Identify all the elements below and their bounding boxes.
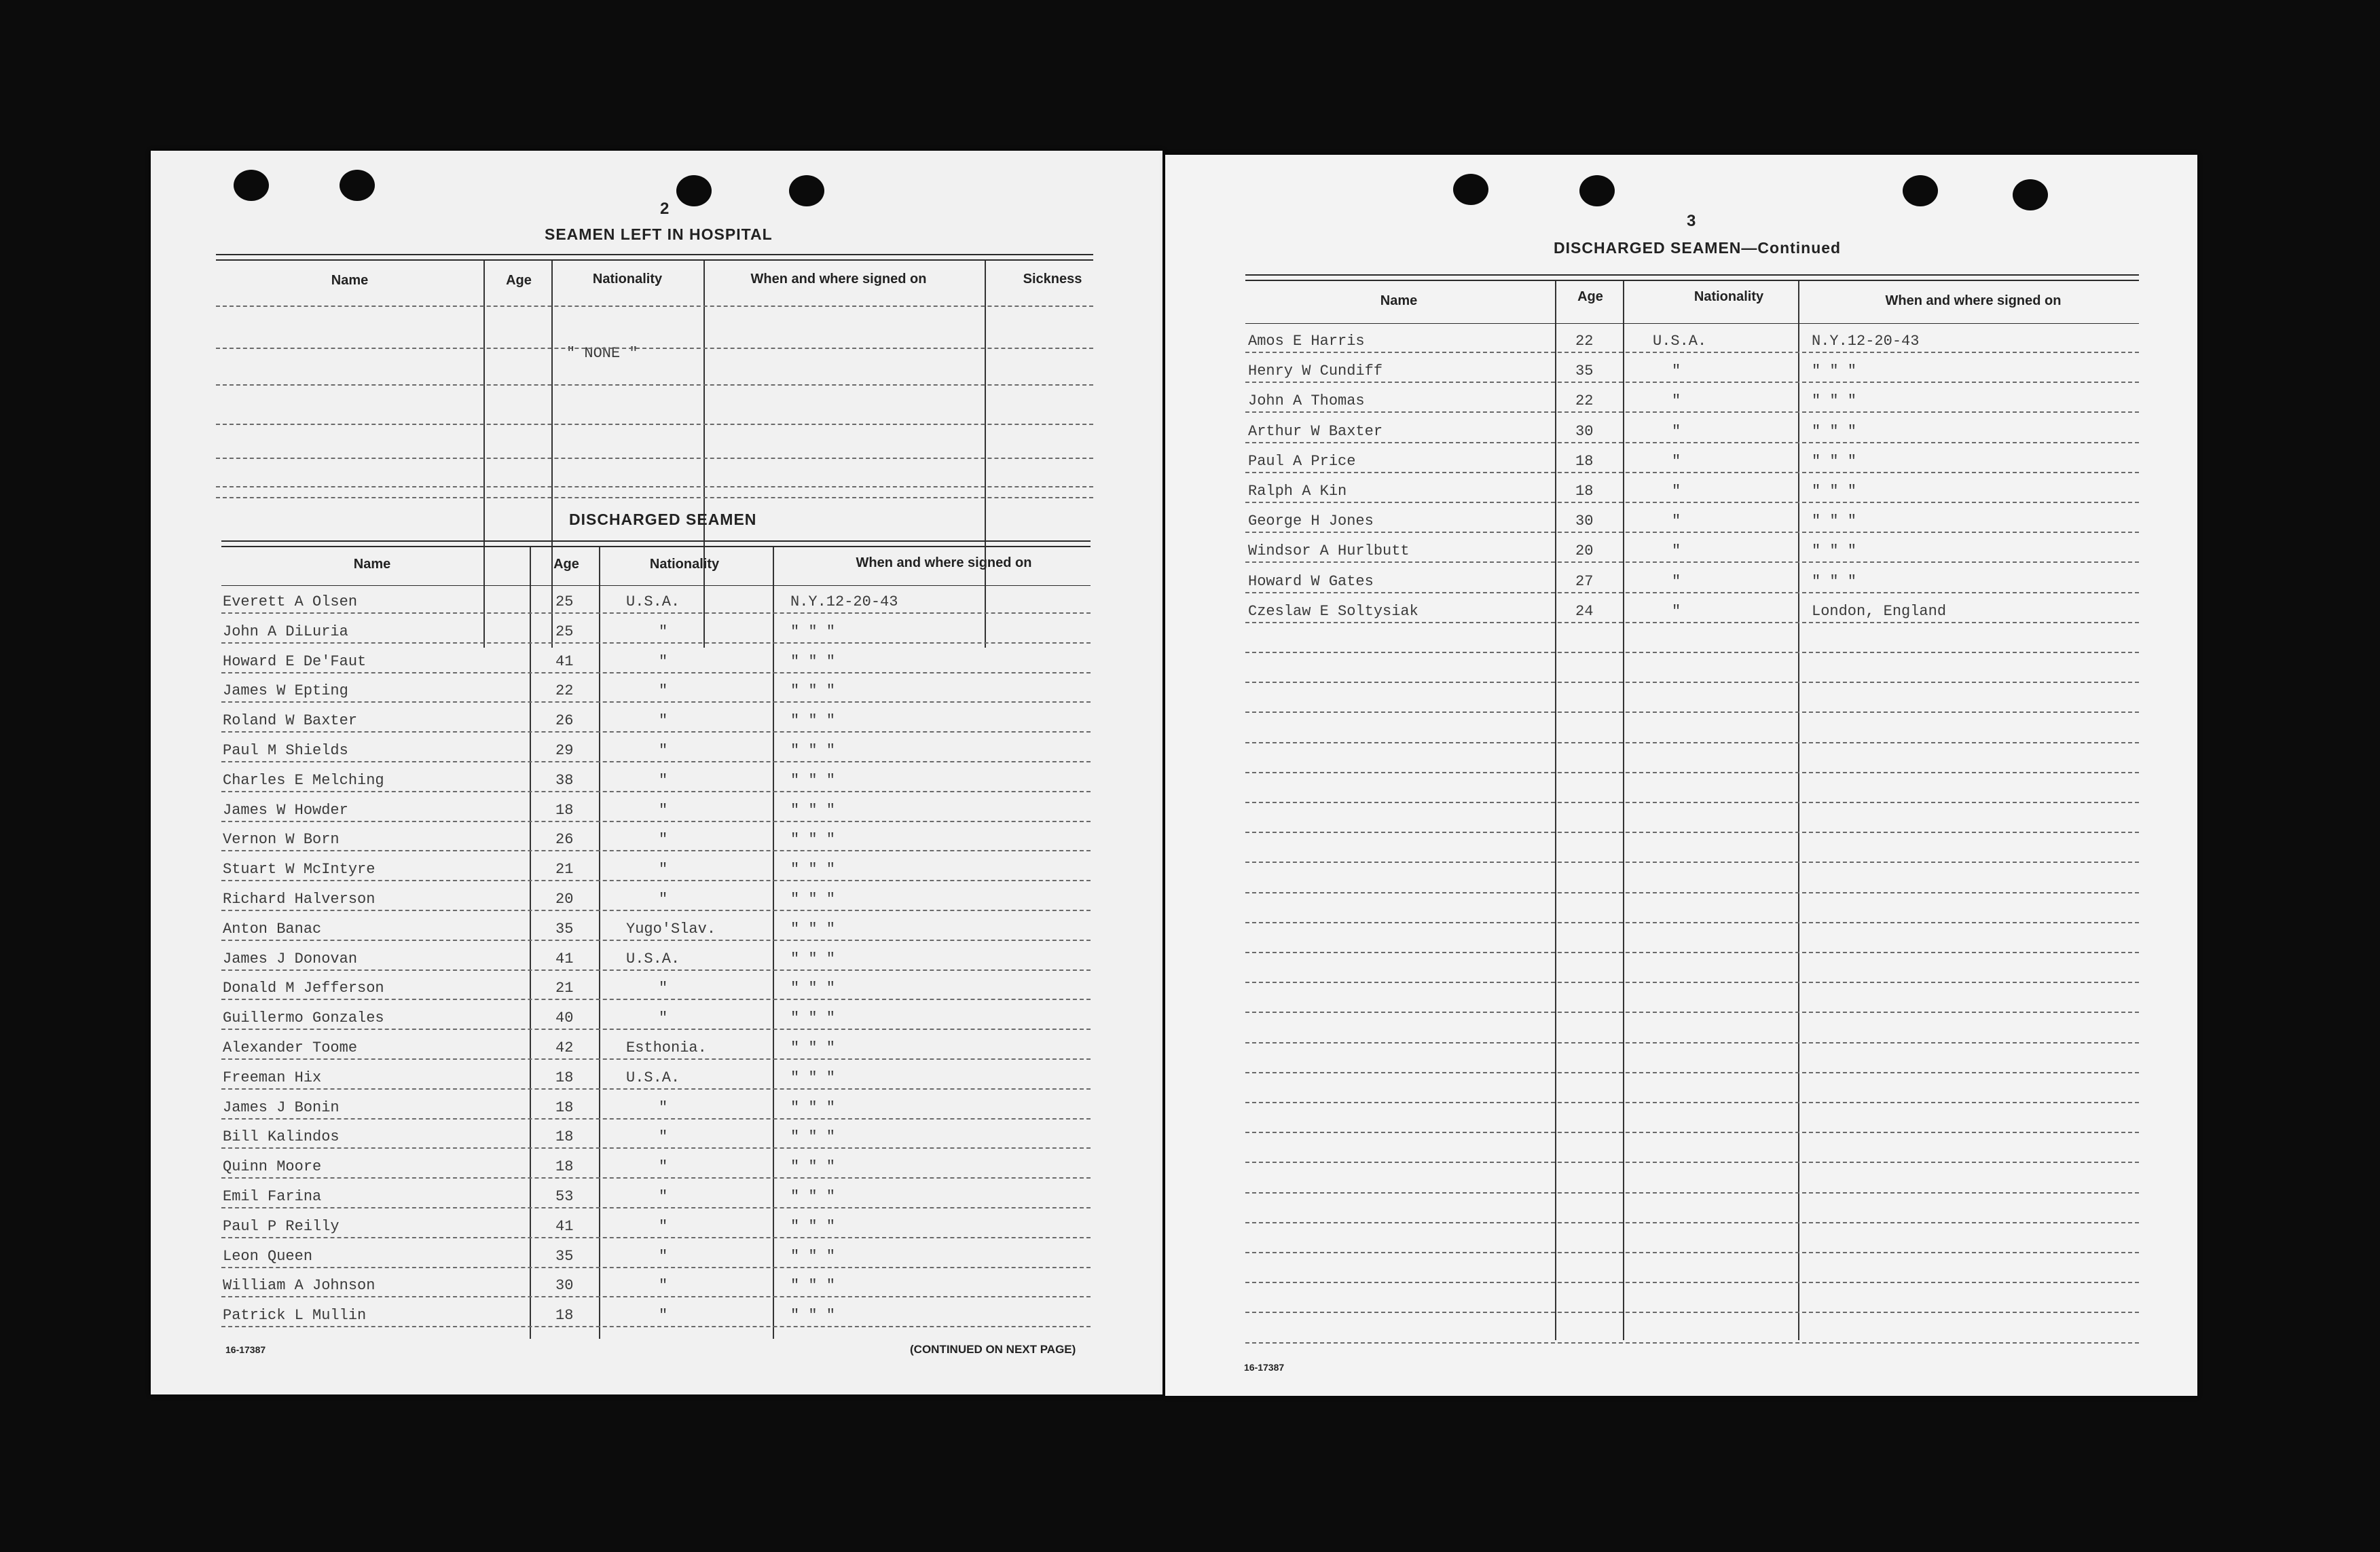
row-line: [1245, 1102, 2139, 1103]
form-number: 16-17387: [225, 1344, 266, 1355]
nationality-cell: U.S.A.: [626, 593, 680, 610]
name-cell: John A Thomas: [1248, 392, 1365, 410]
table-rule: [1245, 280, 2139, 281]
signed-on-cell: " " ": [790, 1307, 836, 1325]
row-line: [1245, 862, 2139, 863]
nationality-cell: ": [659, 1158, 668, 1176]
column-header-signed-on: When and where signed on: [856, 555, 1032, 570]
signed-on-cell: " " ": [790, 742, 836, 759]
nationality-cell: ": [659, 980, 668, 997]
row-line: [221, 1296, 1091, 1297]
name-cell: Freeman Hix: [223, 1069, 322, 1086]
column-divider: [599, 547, 600, 1339]
nationality-cell: ": [659, 1188, 668, 1205]
page-number: 3: [1687, 212, 1696, 230]
signed-on-cell: " " ": [790, 1247, 836, 1265]
punch-hole: [2013, 179, 2048, 210]
nationality-cell: Esthonia.: [626, 1039, 707, 1056]
signed-on-cell: " " ": [790, 682, 836, 700]
age-cell: 22: [555, 682, 574, 700]
nationality-cell: ": [659, 1010, 668, 1027]
row-line: [221, 940, 1091, 941]
signed-on-cell: " " ": [790, 891, 836, 908]
column-header-name: Name: [1380, 293, 1418, 308]
column-divider: [551, 261, 553, 648]
row-line: [1245, 1012, 2139, 1013]
row-line: [216, 486, 1093, 487]
nationality-cell: ": [659, 1307, 668, 1325]
column-divider: [1623, 281, 1624, 1340]
row-line: [216, 306, 1093, 307]
signed-on-cell: " " ": [790, 950, 836, 967]
nationality-cell: ": [659, 861, 668, 879]
name-cell: Vernon W Born: [223, 831, 340, 849]
row-line: [221, 1207, 1091, 1208]
continued-note: (CONTINUED ON NEXT PAGE): [910, 1343, 1076, 1356]
column-header-age: Age: [1577, 289, 1603, 304]
row-line: [1245, 742, 2139, 743]
name-cell: James J Donovan: [223, 950, 358, 967]
row-line: [216, 348, 1093, 349]
name-cell: Alexander Toome: [223, 1039, 358, 1056]
row-line: [221, 1058, 1091, 1060]
row-line: [1245, 682, 2139, 683]
punch-hole: [789, 175, 824, 206]
name-cell: Stuart W McIntyre: [223, 861, 376, 879]
row-line: [221, 1237, 1091, 1238]
age-cell: 41: [555, 1217, 574, 1235]
nationality-cell: U.S.A.: [626, 1069, 680, 1086]
nationality-cell: ": [659, 891, 668, 908]
row-line: [221, 672, 1091, 673]
row-line: [1245, 502, 2139, 503]
age-cell: 20: [1575, 542, 1594, 560]
age-cell: 25: [555, 593, 574, 610]
column-divider: [1798, 281, 1799, 1340]
signed-on-cell: " " ": [790, 831, 836, 849]
name-cell: Paul M Shields: [223, 742, 348, 759]
column-header-nationality: Nationality: [649, 557, 720, 572]
table-rule: [1245, 323, 2139, 324]
signed-on-cell: N.Y.12-20-43: [1812, 333, 1920, 350]
hospital-section-title: SEAMEN LEFT IN HOSPITAL: [545, 225, 773, 243]
name-cell: Charles E Melching: [223, 771, 384, 789]
age-cell: 30: [1575, 422, 1594, 440]
name-cell: Amos E Harris: [1248, 333, 1365, 350]
row-line: [1245, 382, 2139, 383]
row-line: [1245, 892, 2139, 893]
row-line: [1245, 1042, 2139, 1043]
age-cell: 53: [555, 1188, 574, 1205]
age-cell: 35: [555, 1247, 574, 1265]
row-line: [216, 424, 1093, 425]
name-cell: James W Epting: [223, 682, 348, 700]
name-cell: Howard E De'Faut: [223, 652, 367, 670]
nationality-cell: Yugo'Slav.: [626, 920, 716, 938]
row-line: [1245, 1132, 2139, 1133]
name-cell: Leon Queen: [223, 1247, 313, 1265]
punch-hole: [1579, 175, 1615, 206]
row-line: [1245, 1192, 2139, 1194]
name-cell: Henry W Cundiff: [1248, 363, 1383, 380]
row-line: [1245, 622, 2139, 623]
name-cell: Quinn Moore: [223, 1158, 322, 1176]
nationality-cell: ": [1672, 572, 1681, 590]
table-rule: [221, 546, 1091, 547]
nationality-cell: ": [659, 1217, 668, 1235]
name-cell: William A Johnson: [223, 1277, 376, 1295]
name-cell: Windsor A Hurlbutt: [1248, 542, 1410, 560]
row-line: [1245, 411, 2139, 413]
nationality-cell: ": [1672, 452, 1681, 470]
age-cell: 21: [555, 861, 574, 879]
age-cell: 40: [555, 1010, 574, 1027]
signed-on-cell: " " ": [1812, 422, 1857, 440]
row-line: [1245, 1342, 2139, 1344]
name-cell: Anton Banac: [223, 920, 322, 938]
age-cell: 18: [555, 1128, 574, 1146]
nationality-cell: ": [1672, 392, 1681, 410]
name-cell: Arthur W Baxter: [1248, 422, 1383, 440]
punch-hole: [234, 170, 269, 201]
column-divider: [985, 261, 986, 648]
nationality-cell: ": [659, 712, 668, 730]
punch-hole: [676, 175, 712, 206]
nationality-cell: ": [1672, 542, 1681, 560]
table-rule: [216, 259, 1093, 261]
signed-on-cell: " " ": [790, 1277, 836, 1295]
nationality-cell: ": [659, 771, 668, 789]
age-cell: 41: [555, 950, 574, 967]
left-page: [151, 151, 1162, 1394]
age-cell: 35: [555, 920, 574, 938]
nationality-cell: ": [659, 652, 668, 670]
age-cell: 26: [555, 712, 574, 730]
column-divider: [703, 261, 705, 648]
signed-on-cell: " " ": [790, 771, 836, 789]
row-line: [1245, 772, 2139, 773]
table-rule: [1245, 274, 2139, 276]
nationality-cell: ": [659, 623, 668, 640]
nationality-cell: ": [659, 1098, 668, 1116]
row-line: [1245, 832, 2139, 833]
name-cell: Howard W Gates: [1248, 572, 1374, 590]
form-number: 16-17387: [1244, 1362, 1285, 1373]
name-cell: Bill Kalindos: [223, 1128, 340, 1146]
page-title: DISCHARGED SEAMEN—Continued: [1554, 239, 1842, 257]
row-line: [1245, 712, 2139, 713]
column-header-nationality: Nationality: [592, 272, 663, 287]
nationality-cell: ": [659, 1128, 668, 1146]
row-line: [221, 791, 1091, 792]
age-cell: 18: [1575, 452, 1594, 470]
row-line: [1245, 352, 2139, 353]
row-line: [221, 910, 1091, 911]
age-cell: 42: [555, 1039, 574, 1056]
signed-on-cell: " " ": [1812, 452, 1857, 470]
age-cell: 22: [1575, 333, 1594, 350]
signed-on-cell: " " ": [790, 801, 836, 819]
column-divider: [773, 547, 774, 1339]
nationality-cell: ": [659, 1277, 668, 1295]
row-line: [1245, 952, 2139, 953]
nationality-cell: ": [1672, 422, 1681, 440]
age-cell: 41: [555, 652, 574, 670]
row-line: [1245, 592, 2139, 593]
name-cell: Patrick L Mullin: [223, 1307, 367, 1325]
row-line: [221, 821, 1091, 822]
signed-on-cell: " " ": [790, 1039, 836, 1056]
table-rule: [221, 585, 1091, 586]
age-cell: 24: [1575, 602, 1594, 620]
age-cell: 27: [1575, 572, 1594, 590]
age-cell: 21: [555, 980, 574, 997]
row-line: [216, 384, 1093, 386]
column-header-name: Name: [331, 273, 369, 288]
row-line: [1245, 561, 2139, 563]
nationality-cell: ": [1672, 513, 1681, 530]
signed-on-cell: London, England: [1812, 602, 1947, 620]
row-line: [1245, 802, 2139, 803]
signed-on-cell: N.Y.12-20-43: [790, 593, 898, 610]
column-header-name: Name: [353, 557, 391, 572]
signed-on-cell: " " ": [790, 623, 836, 640]
row-line: [221, 999, 1091, 1000]
signed-on-cell: " " ": [1812, 483, 1857, 500]
signed-on-cell: " " ": [790, 1158, 836, 1176]
row-line: [1245, 1222, 2139, 1223]
column-header-age: Age: [506, 273, 532, 288]
age-cell: 26: [555, 831, 574, 849]
signed-on-cell: " " ": [1812, 363, 1857, 380]
signed-on-cell: " " ": [790, 920, 836, 938]
age-cell: 18: [1575, 483, 1594, 500]
row-line: [221, 1326, 1091, 1327]
age-cell: 18: [555, 1069, 574, 1086]
row-line: [221, 1177, 1091, 1179]
age-cell: 20: [555, 891, 574, 908]
name-cell: Roland W Baxter: [223, 712, 358, 730]
row-line: [221, 1088, 1091, 1090]
nationality-cell: U.S.A.: [626, 950, 680, 967]
signed-on-cell: " " ": [1812, 513, 1857, 530]
signed-on-cell: " " ": [790, 1010, 836, 1027]
age-cell: 25: [555, 623, 574, 640]
signed-on-cell: " " ": [790, 1128, 836, 1146]
nationality-cell: ": [659, 1247, 668, 1265]
punch-hole: [1903, 175, 1938, 206]
name-cell: Emil Farina: [223, 1188, 322, 1205]
signed-on-cell: " " ": [790, 1217, 836, 1235]
nationality-cell: ": [659, 801, 668, 819]
nationality-cell: ": [1672, 602, 1681, 620]
name-cell: James W Howder: [223, 801, 348, 819]
name-cell: James J Bonin: [223, 1098, 340, 1116]
name-cell: Guillermo Gonzales: [223, 1010, 384, 1027]
age-cell: 35: [1575, 363, 1594, 380]
age-cell: 18: [555, 1098, 574, 1116]
column-header-sickness: Sickness: [1023, 272, 1082, 287]
row-line: [221, 880, 1091, 881]
name-cell: Ralph A Kin: [1248, 483, 1347, 500]
punch-hole: [1453, 174, 1488, 205]
row-line: [1245, 1312, 2139, 1313]
column-header-signed-on: When and where signed on: [750, 272, 927, 287]
age-cell: 30: [555, 1277, 574, 1295]
name-cell: George H Jones: [1248, 513, 1374, 530]
page-number: 2: [660, 200, 670, 218]
row-line: [1245, 652, 2139, 653]
row-line: [216, 497, 1093, 498]
discharged-section-title: DISCHARGED SEAMEN: [569, 511, 757, 528]
row-line: [221, 1147, 1091, 1149]
column-header-nationality: Nationality: [1694, 289, 1764, 304]
signed-on-cell: " " ": [1812, 392, 1857, 410]
signed-on-cell: " " ": [790, 861, 836, 879]
signed-on-cell: " " ": [790, 1069, 836, 1086]
age-cell: 38: [555, 771, 574, 789]
row-line: [1245, 532, 2139, 533]
row-line: [221, 1267, 1091, 1268]
punch-hole: [340, 170, 375, 201]
row-line: [221, 850, 1091, 851]
row-line: [221, 701, 1091, 703]
row-line: [1245, 1072, 2139, 1073]
column-header-signed-on: When and where signed on: [1885, 293, 2062, 308]
age-cell: 18: [555, 801, 574, 819]
name-cell: Czeslaw E Soltysiak: [1248, 602, 1418, 620]
column-header-age: Age: [553, 557, 579, 572]
signed-on-cell: " " ": [790, 980, 836, 997]
signed-on-cell: " " ": [790, 1188, 836, 1205]
name-cell: Paul P Reilly: [223, 1217, 340, 1235]
row-line: [221, 1029, 1091, 1030]
row-line: [1245, 1282, 2139, 1283]
nationality-cell: ": [1672, 483, 1681, 500]
name-cell: Richard Halverson: [223, 891, 376, 908]
nationality-cell: ": [659, 682, 668, 700]
row-line: [221, 969, 1091, 971]
column-divider: [530, 547, 531, 1339]
row-line: [221, 642, 1091, 644]
signed-on-cell: " " ": [1812, 542, 1857, 560]
row-line: [1245, 442, 2139, 443]
row-line: [1245, 982, 2139, 983]
nationality-cell: ": [659, 742, 668, 759]
column-divider: [483, 261, 485, 648]
nationality-cell: ": [1672, 363, 1681, 380]
age-cell: 18: [555, 1307, 574, 1325]
table-rule: [216, 254, 1093, 255]
right-page: [1165, 155, 2197, 1396]
name-cell: Paul A Price: [1248, 452, 1356, 470]
column-divider: [1555, 281, 1556, 1340]
row-line: [221, 612, 1091, 614]
table-rule: [221, 540, 1091, 542]
name-cell: John A DiLuria: [223, 623, 348, 640]
age-cell: 30: [1575, 513, 1594, 530]
name-cell: Everett A Olsen: [223, 593, 358, 610]
hospital-entry: " NONE ": [566, 345, 638, 362]
nationality-cell: ": [659, 831, 668, 849]
signed-on-cell: " " ": [1812, 572, 1857, 590]
row-line: [221, 1118, 1091, 1120]
signed-on-cell: " " ": [790, 712, 836, 730]
age-cell: 18: [555, 1158, 574, 1176]
row-line: [221, 761, 1091, 762]
signed-on-cell: " " ": [790, 652, 836, 670]
row-line: [1245, 1252, 2139, 1253]
age-cell: 29: [555, 742, 574, 759]
nationality-cell: U.S.A.: [1653, 333, 1707, 350]
name-cell: Donald M Jefferson: [223, 980, 384, 997]
signed-on-cell: " " ": [790, 1098, 836, 1116]
row-line: [1245, 1162, 2139, 1163]
row-line: [1245, 472, 2139, 473]
row-line: [1245, 922, 2139, 923]
row-line: [221, 731, 1091, 733]
age-cell: 22: [1575, 392, 1594, 410]
row-line: [216, 458, 1093, 459]
